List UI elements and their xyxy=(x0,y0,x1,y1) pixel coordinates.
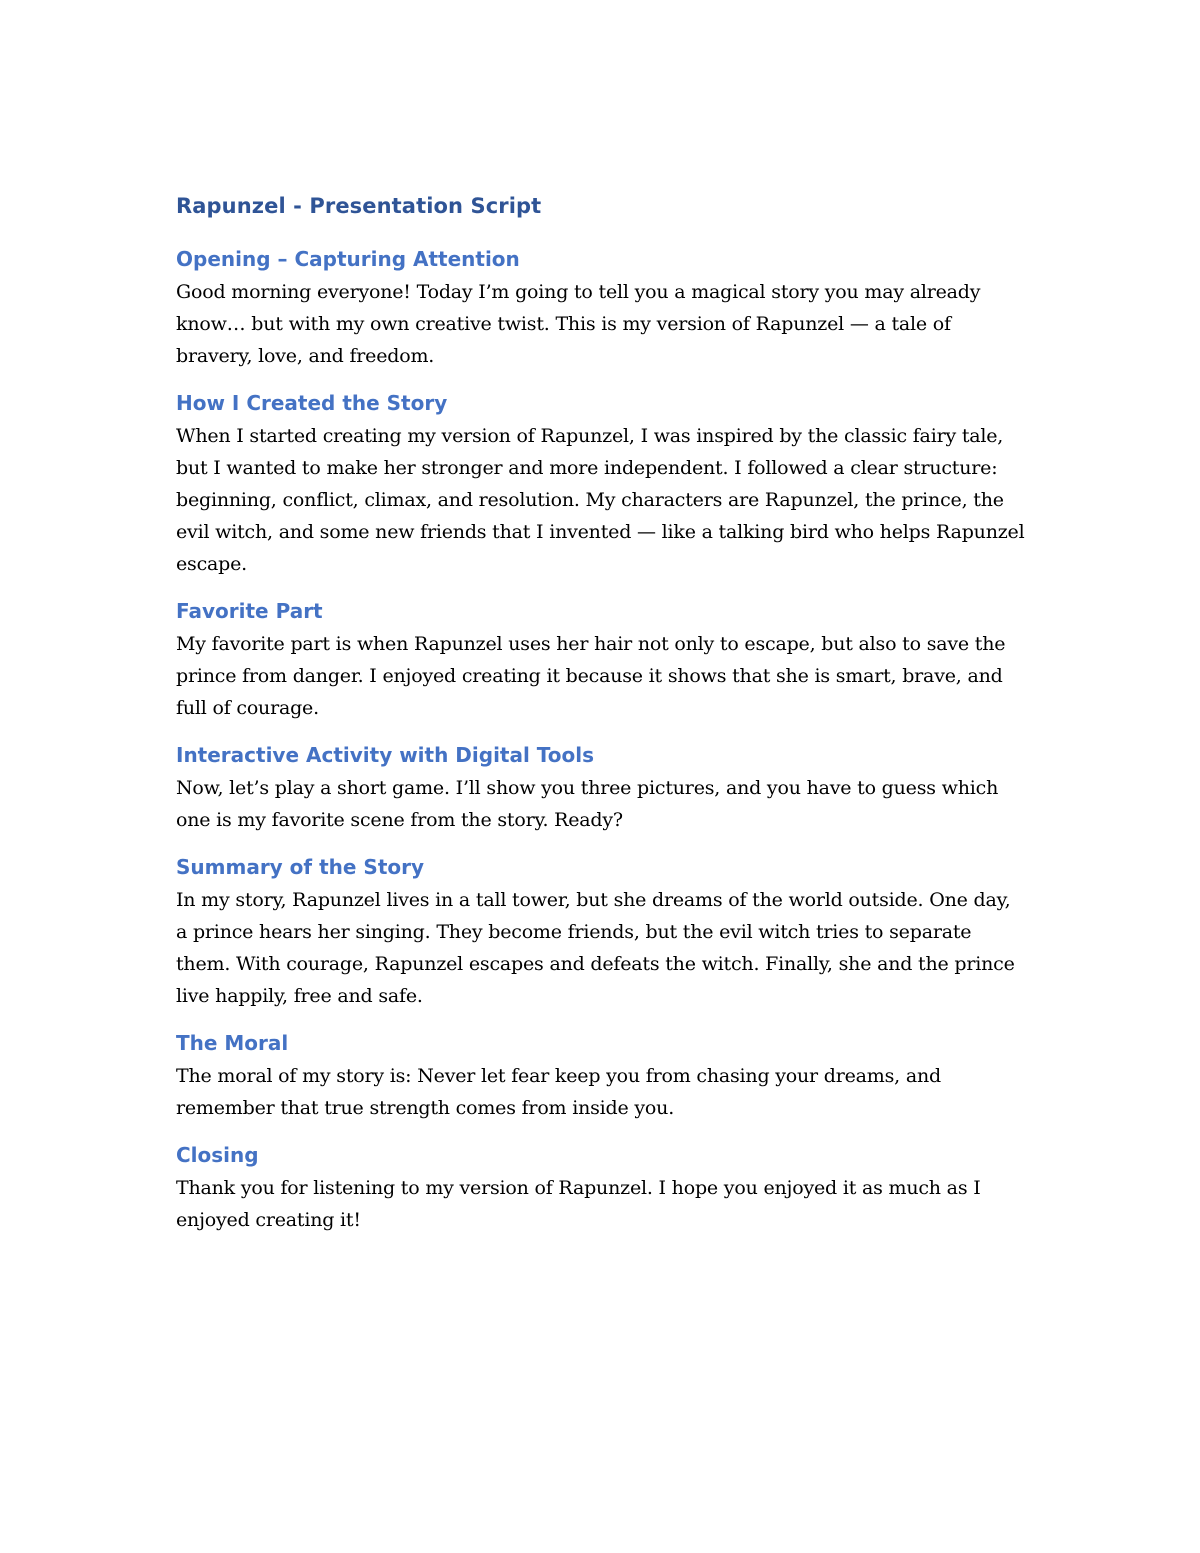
section-heading: Summary of the Story xyxy=(176,855,425,879)
section-heading: Favorite Part xyxy=(176,599,323,623)
document-title: Rapunzel - Presentation Script xyxy=(176,194,542,218)
section-heading: The Moral xyxy=(176,1031,289,1055)
section-closing xyxy=(176,1140,1026,1236)
section-heading: Interactive Activity with Digital Tools xyxy=(176,743,595,767)
section-opening xyxy=(176,244,1026,372)
section-heading: Closing xyxy=(176,1143,259,1167)
section-paragraph: My favorite part is when Rapunzel uses her hair not only to escape, but also to save the prince from danger. I enjoyed creating it because it shows that she is smart, brave, and full of courage. xyxy=(176,633,1006,719)
section-paragraph: The moral of my story is: Never let fear keep you from chasing your dreams, and remember that true strength comes from inside you. xyxy=(176,1065,941,1119)
section-paragraph: In my story, Rapunzel lives in a tall tower, but she dreams of the world outside. One day, a prince hears her singing. They become friends, but the evil witch tries to separate them. With courage, Rapunzel escapes and defeats the witch. Finally, she and the prince live happily, free and safe. xyxy=(176,889,1015,1007)
section-paragraph: When I started creating my version of Rapunzel, I was inspired by the classic fairy tale, but I wanted to make her stronger and more independent. I followed a clear structure: beginning, conflict, climax, and resolution. My characters are Rapunzel, the prince, the evil witch, and some new friends that I invented — like a talking bird who helps Rapunzel escape. xyxy=(176,425,1025,575)
section-how-created xyxy=(176,388,1026,580)
section-heading: Opening – Capturing Attention xyxy=(176,247,520,271)
document-page xyxy=(176,190,1026,1252)
section-favorite-part xyxy=(176,596,1026,724)
section-moral xyxy=(176,1028,1026,1124)
section-heading: How I Created the Story xyxy=(176,391,448,415)
section-paragraph: Thank you for listening to my version of Rapunzel. I hope you enjoyed it as much as I enjoyed creating it! xyxy=(176,1177,981,1231)
section-interactive-activity xyxy=(176,740,1026,836)
section-paragraph: Now, let’s play a short game. I’ll show you three pictures, and you have to guess which one is my favorite scene from the story. Ready? xyxy=(176,777,999,831)
section-paragraph: Good morning everyone! Today I’m going to tell you a magical story you may already know… but with my own creative twist. This is my version of Rapunzel — a tale of bravery, love, and freedom. xyxy=(176,281,981,367)
section-summary xyxy=(176,852,1026,1012)
